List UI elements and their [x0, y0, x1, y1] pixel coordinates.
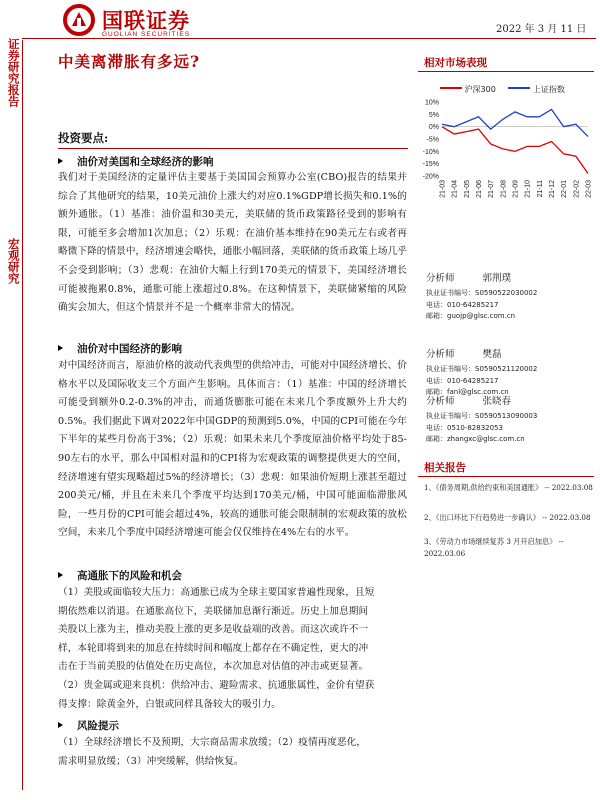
x-tick-label: 21-06: [476, 180, 483, 198]
page-title: 中美离滞胀有多远?: [58, 52, 201, 71]
sidebar-category: 证券研究报告: [6, 38, 21, 107]
y-tick-label: 5%: [428, 111, 439, 119]
y-tick-label: -10%: [422, 148, 439, 156]
triangle-bullet-icon: [58, 345, 63, 351]
bullet-text-1: 我们对于美国经济的定量评估主要基于美国国会预算办公室(CBO)报告的结果并综合了其他研究的结果，10美元油价上涨大约对应0.1%GDP增长损失和0.1%的额外通胀。（1）基准：油价温和30美元，美联储的货币政策路径受到的影响有限，可能至多会增加1次加息；（2）乐观：在油价基本维持在90美元左右或者再略微下降的情景中，经济增速会略快，通胀小幅回落，美联储的货币政策上场几乎不会受到影响；（3）悲观：在油价大幅上行到170美元的情景下，美国经济增长可能被拖累0.8%，通胀可能上涨超过0.8%。在这种情景下，美联储紧缩的风险确实会加大，但这个情景并不是一个概率非常大的情况。: [58, 172, 407, 314]
x-tick-label: 21-12: [549, 180, 556, 198]
bullet-title-3: 高通胀下的风险和机会: [58, 568, 182, 583]
sidebar-divider: [22, 40, 23, 790]
analyst-email: 邮箱：guojp@glsc.com.cn: [426, 312, 516, 320]
bullet-text-4: （1）全球经济增长不及预期，大宗商品需求放缓；（2）疫情再度恶化， 需求明显放缓；（3）冲突缓解，供给恢复。: [58, 737, 367, 767]
legend-label-hs300: 沪深300: [464, 85, 496, 94]
related-report-2[interactable]: 2、《出口环比下行趋势进一步确认》 -- 2022.03.08: [424, 513, 591, 522]
analyst-block-2: [426, 346, 596, 399]
analyst-tel: 电话：010-64285217: [426, 300, 499, 309]
x-tick-label: 21-09: [512, 180, 520, 198]
analyst-block-3: [426, 393, 596, 446]
analyst-tel: 电话：0510-82832053: [426, 423, 503, 432]
triangle-bullet-icon: [58, 572, 63, 578]
triangle-bullet-icon: [58, 158, 63, 164]
logo: [62, 2, 222, 42]
header-divider: [22, 38, 596, 39]
analyst-cert: 执业证书编号：S0590513090003: [426, 412, 538, 420]
logo-mark-icon: [62, 4, 96, 36]
report-date: 2022 年 3 月 11 日: [496, 24, 587, 35]
analyst-name: 郭荆璞: [482, 273, 512, 284]
analyst-name: 樊磊: [482, 349, 502, 360]
analyst-cert: 执业证书编号：S0590522030002: [426, 289, 538, 297]
related-report-1[interactable]: 1、《债务周期,供给约束和美国通胀》 -- 2022.03.08: [424, 483, 593, 492]
x-tick-label: 21-03: [439, 180, 447, 198]
analyst-email: 邮箱：fanl@glsc.com.cn: [426, 388, 509, 396]
analyst-label: 分析师: [426, 273, 455, 284]
y-tick-label: 10%: [424, 99, 439, 107]
x-tick-label: 21-08: [500, 180, 508, 198]
analyst-email: 邮箱：zhangxc@glsc.com.cn: [426, 435, 525, 443]
series-line-hs300: [442, 127, 588, 174]
legend-label-sh: 上证指数: [532, 85, 565, 94]
analyst-cert: 执业证书编号：S0590521120002: [426, 365, 538, 373]
bullet-title-4: 风险提示: [58, 718, 119, 733]
x-tick-label: 22-02: [573, 180, 581, 198]
x-tick-label: 22-01: [561, 180, 569, 198]
logo-text: 国联证券: [102, 9, 190, 33]
market-chart: [414, 98, 594, 208]
triangle-bullet-icon: [58, 722, 63, 728]
y-tick-label: 0%: [428, 124, 439, 132]
section-heading: 投资要点:: [58, 131, 109, 145]
chart-legend: [440, 84, 565, 95]
x-tick-label: 22-03: [585, 180, 593, 198]
x-tick-label: 21-11: [536, 180, 544, 198]
x-tick-label: 21-04: [451, 180, 459, 198]
market-divider: [418, 71, 594, 72]
related-report-3[interactable]: 3、《劳动力市场继续复苏 3 月开启加息》 -- 2022.03.06: [424, 537, 564, 558]
market-title: 相对市场表现: [424, 57, 487, 69]
x-tick-label: 21-07: [488, 180, 496, 198]
section-divider: [58, 148, 408, 149]
analyst-label: 分析师: [426, 396, 455, 407]
analyst-label: 分析师: [426, 349, 455, 360]
legend-swatch-sh: [508, 87, 530, 89]
sidebar-subcategory: 宏观研究: [6, 238, 21, 284]
related-title: 相关报告: [424, 462, 466, 474]
analyst-block-1: [426, 270, 596, 323]
related-divider: [418, 476, 594, 477]
bullet-title-2: 油价对中国经济的影响: [58, 341, 182, 356]
x-tick-label: 21-05: [463, 180, 471, 198]
y-tick-label: -5%: [426, 136, 439, 144]
legend-swatch-hs300: [440, 87, 462, 89]
y-tick-label: -15%: [422, 161, 439, 169]
analyst-name: 张晓春: [482, 396, 512, 407]
bullet-text-2: 对中国经济而言，原油价格的波动代表典型的供给冲击，可能对中国经济增长、价格水平以及国际收支三个方面产生影响。具体而言：（1）基准：中国的经济增长可能受到额外0.2-0.3%的冲击，而通货膨胀可能在未来几个季度额外上升大约0.5%。我们据此下调对2022年中国GDP的预测到5.0%，中国的CPI可能在今年下半年的某些月份高于3%；（2）乐观：如果未来几个季度原油价格平均处于85-90左右的水平，那么中国相对温和的CPI将为宏观政策的调整提供更大的空间，经济增速有望实现略超过5%的经济增长；（3）悲观：如果油价短期上涨甚至超过200美元/桶，并且在未来几个季度平均达到170美元/桶，中国可能面临滞胀风险，一些月份的CPI可能会超过4%，较高的通胀可能会限制制的宏观政策的放松空间，未来几个季度中国经济增速可能会仅仅维持在4%左右的水平。: [58, 360, 407, 539]
y-tick-label: -20%: [422, 173, 439, 181]
bullet-title-1: 油价对美国和全球经济的影响: [58, 154, 214, 169]
x-tick-label: 21-10: [524, 180, 532, 198]
logo-english: GUOLIAN SECURITIES: [102, 31, 191, 38]
analyst-tel: 电话：010-64285217: [426, 376, 499, 385]
bullet-text-3: （1）美股或面临较大压力：高通胀已成为全球主要国家普遍性现象，且短 期依然难以消退。在通胀高位下，美联储加息渐行渐近。历史上加息期间 美股以上涨为主，推动美股上涨的更多是收益端的改善。而这次或许不一 样，本轮即将到来的加息在持续时间和幅度上都存在不确定性，更大的冲 击在于当前美股的估值处在历史高位，本次加息对估值的冲击或更显著。 （2）贵金属或迎来良机：供给冲击、避险需求、抗通胀属性，金价有望获 得支撑：除黄金外，白银或同样具备较大的吸引力。: [58, 587, 375, 710]
